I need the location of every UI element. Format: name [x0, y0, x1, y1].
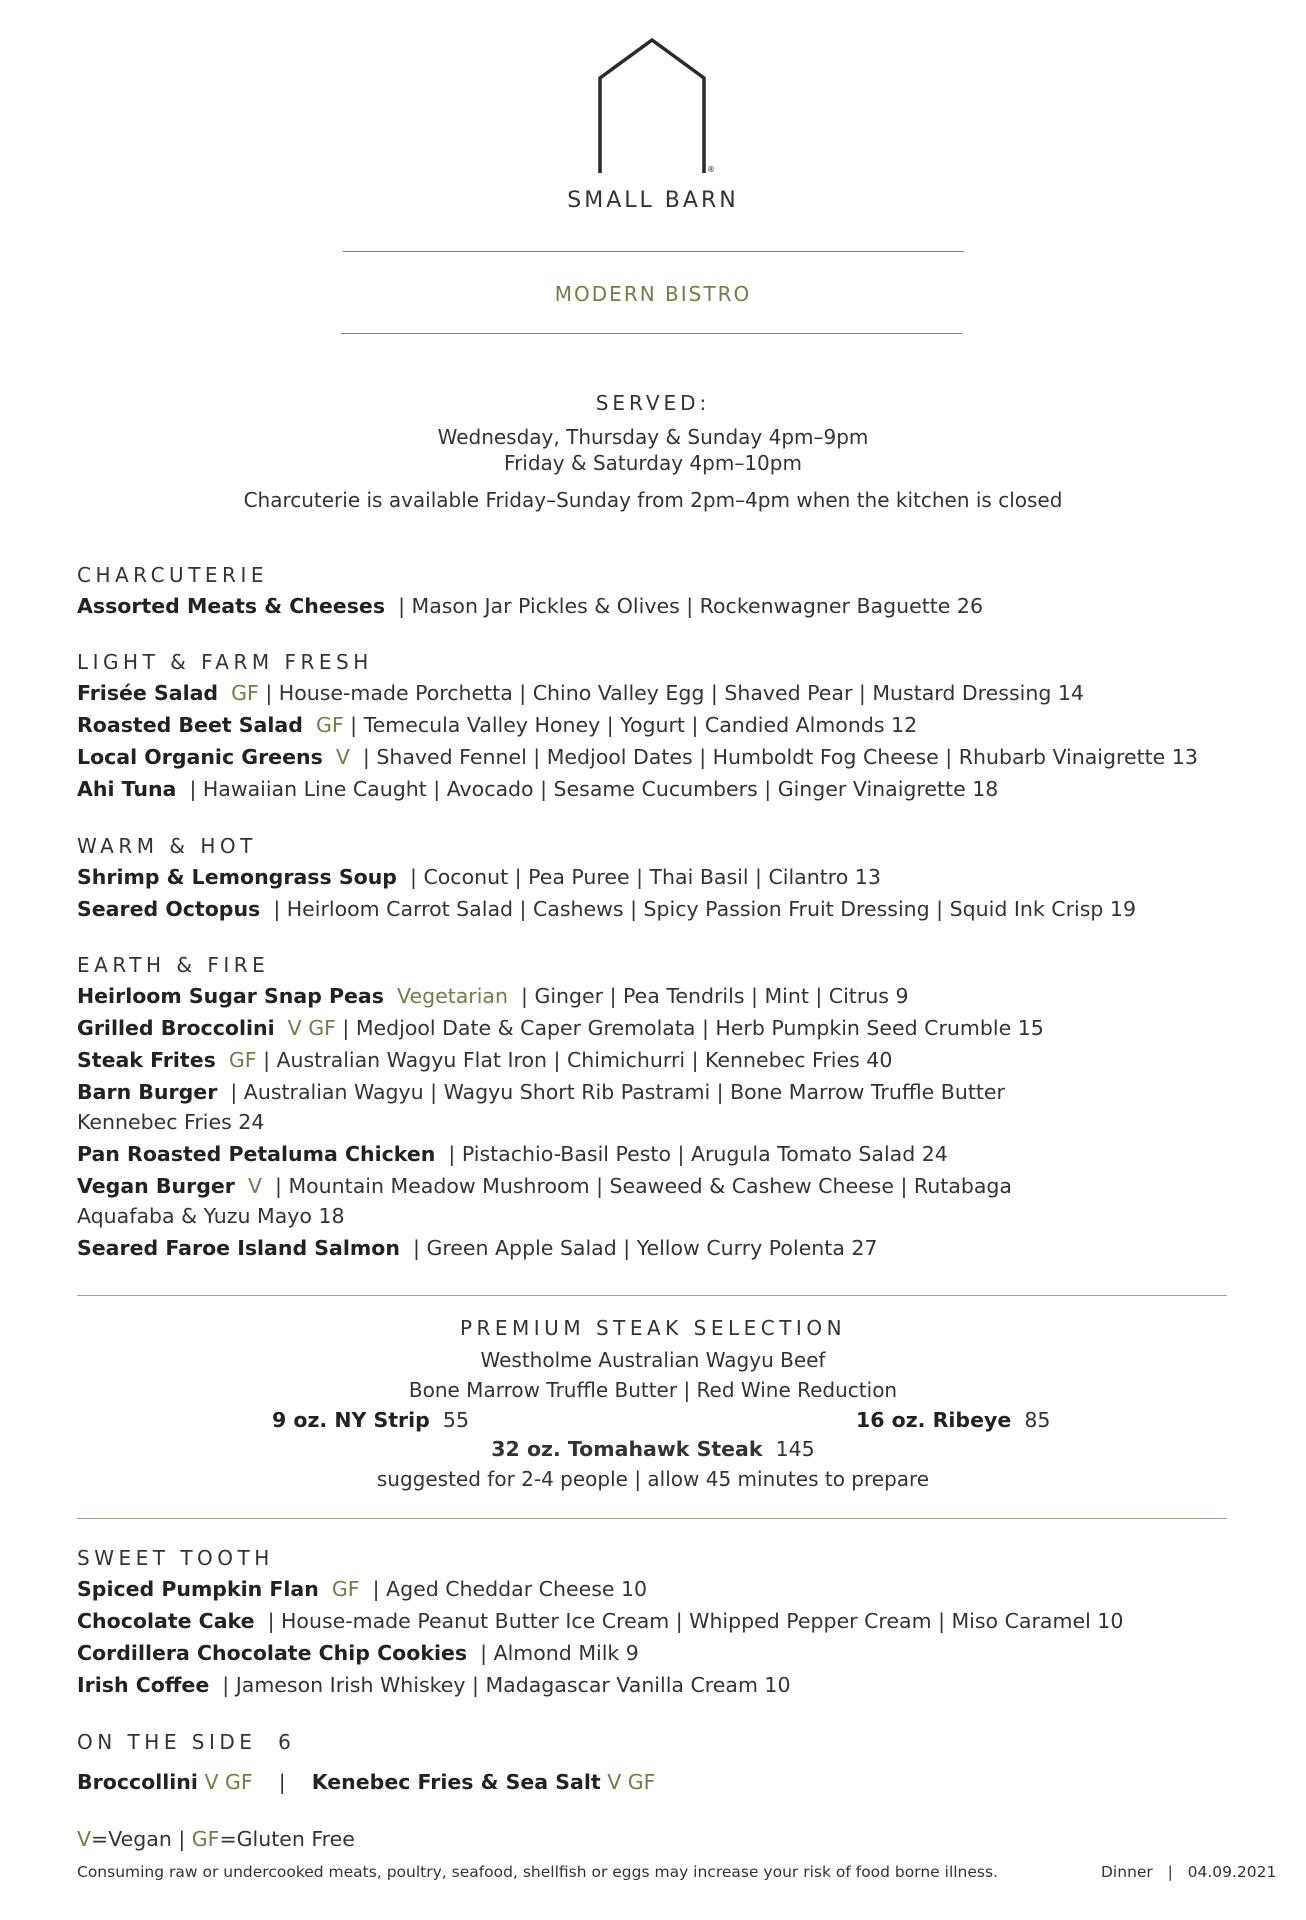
diet-tag: V GF [204, 1770, 253, 1794]
menu-item: Roasted Beet Salad GF | Temecula Valley Honey | Yogurt | Candied Almonds 12 [77, 713, 918, 737]
header-divider-bottom [341, 333, 962, 334]
steak-ribeye: 16 oz. Ribeye 85 [856, 1408, 1051, 1432]
diet-tag: Vegetarian [397, 984, 508, 1008]
diet-legend: V=Vegan | GF=Gluten Free [77, 1827, 355, 1851]
menu-item: Vegan Burger V | Mountain Meadow Mushroom | Seaweed & Cashew Cheese | Rutabaga [77, 1174, 1012, 1198]
served-hours-1: Wednesday, Thursday & Sunday 4pm–9pm [437, 425, 869, 449]
menu-item: Shrimp & Lemongrass Soup | Coconut | Pea Puree | Thai Basil | Cilantro 13 [77, 865, 881, 889]
menu-item: Pan Roasted Petaluma Chicken | Pistachio-Basil Pesto | Arugula Tomato Salad 24 [77, 1142, 948, 1166]
section-title-light: LIGHT & FARM FRESH [77, 650, 373, 674]
diet-tag: GF [228, 1048, 257, 1072]
menu-item: Seared Octopus | Heirloom Carrot Salad | Cashews | Spicy Passion Fruit Dressing | Squid Ink Crisp 19 [77, 897, 1137, 921]
section-title-sweet: SWEET TOOTH [77, 1546, 274, 1570]
diet-tag: GF [231, 681, 259, 705]
menu-item: Assorted Meats & Cheeses | Mason Jar Pickles & Olives | Rockenwagner Baguette 26 [77, 594, 983, 618]
section-title-charcuterie: CHARCUTERIE [77, 563, 268, 587]
menu-date: Dinner | 04.09.2021 [1101, 1863, 1277, 1881]
menu-item: Irish Coffee | Jameson Irish Whiskey | Madagascar Vanilla Cream 10 [77, 1673, 791, 1697]
menu-item: Grilled Broccolini V GF | Medjool Date & Caper Gremolata | Herb Pumpkin Seed Crumble 15 [77, 1016, 1044, 1040]
steak-divider-bottom [77, 1518, 1227, 1519]
menu-item: Spiced Pumpkin Flan GF | Aged Cheddar Cheese 10 [77, 1577, 648, 1601]
steak-line-2: Bone Marrow Truffle Butter | Red Wine Reduction [408, 1378, 898, 1402]
item-name: Assorted Meats & Cheeses [77, 594, 386, 618]
brand-name: SMALL BARN [567, 188, 739, 213]
steak-note: suggested for 2-4 people | allow 45 minutes to prepare [376, 1467, 930, 1491]
menu-item: Frisée Salad GF | House-made Porchetta | Chino Valley Egg | Shaved Pear | Mustard Dressing 14 [77, 681, 1084, 705]
section-title-warm: WARM & HOT [77, 834, 257, 858]
steak-divider-top [77, 1295, 1227, 1296]
side-items: Broccollini V GF | Kenebec Fries & Sea Salt V GF [77, 1770, 656, 1794]
steak-line-1: Westholme Australian Wagyu Beef [480, 1348, 826, 1372]
menu-item: Local Organic Greens V | Shaved Fennel | Medjool Dates | Humboldt Fog Cheese | Rhubarb Vinaigrette 13 [77, 745, 1198, 769]
registered-mark: ® [707, 165, 715, 174]
diet-tag: V [335, 745, 350, 769]
diet-tag: V GF [287, 1016, 336, 1040]
diet-tag: V [247, 1174, 262, 1198]
charcuterie-note: Charcuterie is available Friday–Sunday from 2pm–4pm when the kitchen is closed [243, 488, 1063, 512]
menu-item: Steak Frites GF | Australian Wagyu Flat Iron | Chimichurri | Kennebec Fries 40 [77, 1048, 893, 1072]
subtitle: MODERN BISTRO [554, 282, 752, 306]
served-hours-2: Friday & Saturday 4pm–10pm [504, 451, 802, 475]
menu-item: Ahi Tuna | Hawaiian Line Caught | Avocado | Sesame Cucumbers | Ginger Vinaigrette 18 [77, 777, 999, 801]
menu-item: Chocolate Cake | House-made Peanut Butter Ice Cream | Whipped Pepper Cream | Miso Caramel 10 [77, 1609, 1124, 1633]
diet-tag: V GF [607, 1770, 656, 1794]
menu-item: Cordillera Chocolate Chip Cookies | Almond Milk 9 [77, 1641, 639, 1665]
steak-ny-strip: 9 oz. NY Strip 55 [272, 1408, 469, 1432]
menu-item: Heirloom Sugar Snap Peas Vegetarian | Ginger | Pea Tendrils | Mint | Citrus 9 [77, 984, 909, 1008]
diet-tag: GF [331, 1577, 360, 1601]
served-title: SERVED: [595, 391, 711, 415]
section-title-steak: PREMIUM STEAK SELECTION [459, 1316, 847, 1340]
header-divider-top [343, 251, 964, 252]
diet-tag: GF [315, 713, 344, 737]
food-safety-warning: Consuming raw or undercooked meats, poultry, seafood, shellfish or eggs may increase your risk of food borne illness. [77, 1863, 998, 1881]
side-price: 6 [278, 1730, 296, 1754]
barn-logo-icon [585, 36, 715, 176]
section-title-earth: EARTH & FIRE [77, 953, 270, 977]
section-title-side: ON THE SIDE 6 [77, 1730, 296, 1754]
menu-item: Barn Burger | Australian Wagyu | Wagyu Short Rib Pastrami | Bone Marrow Truffle Butter [77, 1080, 1005, 1104]
menu-item-continued: Kennebec Fries 24 [77, 1110, 265, 1134]
steak-tomahawk: 32 oz. Tomahawk Steak 145 [491, 1437, 815, 1461]
menu-item: Seared Faroe Island Salmon | Green Apple Salad | Yellow Curry Polenta 27 [77, 1236, 878, 1260]
menu-item-continued: Aquafaba & Yuzu Mayo 18 [77, 1204, 345, 1228]
